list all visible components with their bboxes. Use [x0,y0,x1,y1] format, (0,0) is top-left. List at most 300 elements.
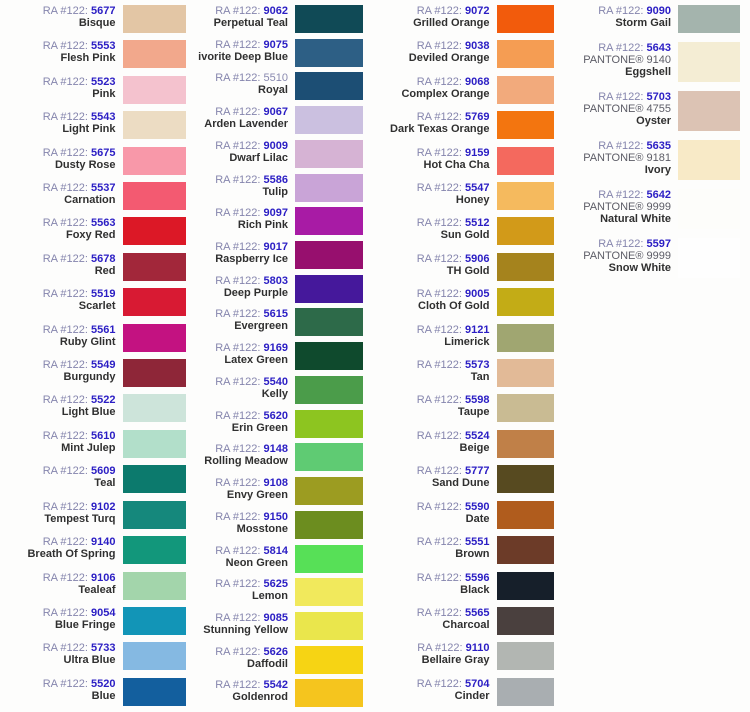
ra-code: 5590 [465,500,490,513]
ra-prefix: RA #122: [215,544,264,557]
color-swatch [123,607,186,635]
code-line [0,430,116,442]
code-line [0,394,116,406]
ra-code: 5586 [263,173,288,186]
color-entry [188,577,364,611]
color-name: Date [465,512,490,525]
code-line [188,308,289,320]
color-name: Evergreen [234,320,288,333]
code-line [0,147,116,159]
ra-prefix: RA #122: [42,606,92,619]
color-name: Cinder [454,689,490,702]
color-entry [188,105,364,139]
code-line [0,5,116,17]
ra-code: 5677 [91,5,116,17]
color-swatch [295,106,363,134]
color-swatch [678,189,740,229]
color-swatch [295,342,363,370]
color-name: Black [460,583,490,596]
color-swatch [497,40,554,68]
ra-code: 9108 [263,477,288,490]
code-line [375,40,490,52]
color-name: Charcoal [442,618,490,631]
color-label [375,40,490,64]
ra-prefix: RA #122: [598,5,647,17]
color-name: Light Blue [61,406,116,419]
color-label [0,572,116,596]
color-name: Royal [258,84,288,97]
ra-prefix: RA #122: [215,173,264,186]
ra-prefix: RA #122: [598,91,647,103]
color-entry [0,181,186,216]
code-line [375,76,490,88]
color-label [375,536,490,560]
color-label [375,253,490,277]
color-swatch [295,275,363,303]
color-label [375,76,490,100]
code-line [375,642,490,654]
color-entry [188,206,364,240]
color-name: Foxy Red [65,229,116,242]
color-swatch [678,140,740,180]
color-entry [375,75,554,110]
color-label [188,207,289,231]
color-entry [188,307,364,341]
color-label [188,342,289,366]
color-swatch [123,5,186,33]
color-swatch [497,253,554,281]
color-name: Raspberry Ice [215,253,288,266]
color-entry [188,274,364,308]
color-entry [375,4,554,39]
color-name: Goldenrod [232,691,288,704]
color-swatch [295,5,363,33]
ra-prefix: RA #122: [215,409,264,422]
color-label [375,607,490,631]
code-line [563,140,672,152]
chart-column [188,0,376,712]
color-name: Deviled Orange [408,52,490,65]
code-line [375,359,490,371]
color-entry [563,188,741,237]
code-line [0,217,116,229]
ra-prefix: RA #122: [416,40,466,53]
ra-prefix: RA #122: [417,642,466,655]
code-line [188,39,289,51]
color-entry [375,571,554,606]
ra-code: 5543 [91,111,116,124]
color-label [188,275,289,299]
chart-column [375,0,563,712]
ra-prefix: RA #122: [42,75,92,88]
ra-prefix: RA #122: [416,571,466,584]
ra-code: 5643 [646,42,671,54]
color-label [375,182,490,206]
color-entry [0,571,186,606]
color-label [0,5,116,29]
color-name: Mosstone [236,522,288,535]
code-line [188,410,289,422]
color-swatch [123,501,186,529]
ra-prefix: RA #122: [215,241,264,254]
color-label [0,324,116,348]
ra-code: 5540 [263,375,288,388]
color-name: Blue [91,689,116,702]
code-line [0,501,116,513]
code-line [563,189,672,201]
color-name: Oyster [636,115,671,127]
color-swatch [497,76,554,104]
color-label [0,359,116,383]
pantone-code: PANTONE® 9140 [583,54,671,66]
code-line [0,182,116,194]
ra-prefix: RA #122: [42,677,92,690]
color-name: Tan [470,371,490,384]
color-entry [188,38,364,72]
ra-code: 9062 [263,5,288,17]
code-line [375,182,490,194]
ra-code: 9159 [465,146,490,159]
color-entry [0,216,186,251]
color-label [188,140,289,164]
color-entry [375,500,554,535]
color-entry [375,677,554,712]
ra-code: 5625 [263,578,288,591]
color-entry [0,323,186,358]
color-swatch [497,359,554,387]
color-name: Eggshell [625,66,671,78]
color-swatch [497,217,554,245]
color-label [563,189,672,225]
color-swatch [123,111,186,139]
color-label [375,324,490,348]
ra-code: 5703 [646,91,671,103]
ra-prefix: RA #122: [215,510,264,523]
color-name: Sun Gold [440,229,490,242]
color-name: Dark Texas Orange [390,123,490,136]
color-swatch [295,511,363,539]
ra-code: 5524 [465,429,490,442]
color-swatch [497,324,554,352]
color-entry [563,139,741,188]
ra-prefix: RA #122: [215,308,264,321]
color-swatch [497,394,554,422]
code-line [375,465,490,477]
color-label [0,430,116,454]
color-swatch [295,545,363,573]
ra-code: 5597 [646,238,671,250]
ra-code: 5563 [91,217,116,230]
color-swatch [497,430,554,458]
ra-code: 9102 [91,500,116,513]
code-line [188,679,289,691]
ra-prefix: RA #122: [416,500,466,513]
color-entry [375,464,554,499]
color-entry [0,393,186,428]
ra-code: 9106 [91,571,116,584]
color-entry [188,173,364,207]
code-line [0,642,116,654]
color-name: Taupe [457,406,490,419]
color-label [0,607,116,631]
color-swatch [123,147,186,175]
code-line [188,612,289,624]
ra-prefix: RA #122: [42,642,92,655]
color-swatch [295,39,363,67]
color-name: Complex Orange [401,87,490,100]
color-swatch [295,612,363,640]
ra-prefix: RA #122: [42,111,92,124]
color-label [188,72,289,96]
color-entry [375,358,554,393]
color-label [0,76,116,100]
color-swatch [497,288,554,316]
ra-prefix: RA #122: [598,189,647,201]
ra-prefix: RA #122: [42,288,92,301]
ra-prefix: RA #122: [215,375,264,388]
color-label [188,5,289,29]
ra-prefix: RA #122: [215,5,264,17]
ra-prefix: RA #122: [42,571,92,584]
code-line [375,430,490,442]
code-line [188,545,289,557]
ra-prefix: RA #122: [416,323,466,336]
color-entry [0,464,186,499]
color-entry [375,323,554,358]
color-name: Carnation [64,194,116,207]
ra-code: 5561 [91,323,116,336]
color-entry [0,429,186,464]
code-line [375,5,490,17]
ra-code: 5609 [91,465,116,478]
color-name: Tealeaf [78,583,116,596]
color-name: Lemon [251,590,288,603]
color-name: Grilled Orange [413,17,490,29]
ra-prefix: RA #122: [215,207,264,220]
color-entry [188,510,364,544]
color-label [188,679,289,703]
ra-code: 9090 [646,5,671,17]
color-entry [375,181,554,216]
ra-code: 9169 [263,342,288,355]
ra-code: 9017 [263,241,288,254]
color-swatch [497,678,554,706]
color-name: Ivory [644,164,671,176]
color-name: Tempest Turq [44,512,116,525]
code-line [0,572,116,584]
ra-code: 5596 [465,571,490,584]
color-name: TH Gold [446,264,490,277]
ra-prefix: RA #122: [42,394,92,407]
ra-prefix: RA #122: [416,429,466,442]
color-label [0,253,116,277]
ra-code: 5551 [465,536,490,549]
pantone-code: PANTONE® 9999 [583,250,671,262]
code-line [188,578,289,590]
ra-code: 5626 [263,645,288,658]
color-swatch [295,477,363,505]
ra-code: 5519 [91,288,116,301]
color-name: Pink [92,87,116,100]
color-label [0,111,116,135]
color-entry [188,409,364,443]
color-entry [188,4,364,38]
color-entry [0,110,186,145]
color-entry [375,110,554,145]
color-label [375,430,490,454]
color-swatch [123,217,186,245]
ra-prefix: RA #122: [215,38,264,51]
ra-code: 9038 [465,40,490,53]
color-label [375,501,490,525]
color-swatch [497,501,554,529]
ra-prefix: RA #122: [215,645,264,658]
pantone-code: PANTONE® 9181 [583,152,671,164]
color-entry [0,606,186,641]
color-label [375,678,490,702]
ra-prefix: RA #122: [42,536,92,549]
color-name: Arden Lavender [204,118,288,131]
code-line [188,376,289,388]
ra-code: 9009 [263,139,288,152]
color-label [0,394,116,418]
color-entry [188,678,364,712]
color-name: Bisque [78,17,116,29]
ra-code: 5522 [91,394,116,407]
code-line [188,106,289,118]
color-label [188,376,289,400]
color-entry [0,39,186,74]
color-label [0,147,116,171]
ra-code: 9121 [465,323,490,336]
color-entry [188,611,364,645]
code-line [0,324,116,336]
ra-code: 5598 [465,394,490,407]
ra-code: 9068 [465,75,490,88]
color-name: Scarlet [78,300,116,313]
code-line [375,324,490,336]
color-name: Ruby Glint [59,335,116,348]
code-line [375,253,490,265]
ra-code: 9054 [91,606,116,619]
ra-prefix: RA #122: [598,238,647,250]
ra-prefix: RA #122: [42,252,92,265]
color-entry [188,645,364,679]
color-name: Neon Green [225,556,288,569]
ra-prefix: RA #122: [416,394,466,407]
color-swatch [295,241,363,269]
code-line [375,607,490,619]
pantone-code: PANTONE® 9999 [583,201,671,213]
color-swatch [295,646,363,674]
color-label [188,578,289,602]
color-label [188,612,289,636]
ra-code: 9150 [263,510,288,523]
color-name: Sand Dune [432,477,490,490]
ra-prefix: RA #122: [42,429,92,442]
color-entry [0,677,186,712]
ra-code: 5523 [91,75,116,88]
color-name: Envy Green [226,489,288,502]
ra-prefix: RA #122: [42,182,92,195]
color-entry [188,71,364,105]
color-swatch [295,174,363,202]
color-label [375,5,490,29]
color-name: Flesh Pink [60,52,116,65]
ra-code: 5610 [91,429,116,442]
color-swatch [678,5,740,33]
color-swatch [678,42,740,82]
ra-code: 5510 [263,72,288,85]
color-swatch [497,111,554,139]
color-entry [375,535,554,570]
ra-code: 5906 [465,252,490,265]
color-swatch [295,443,363,471]
color-label [0,182,116,206]
ra-code: 5678 [91,252,116,265]
ra-code: 5512 [465,217,490,230]
code-line [0,76,116,88]
color-swatch [123,642,186,670]
ra-code: 5553 [91,40,116,53]
color-swatch [497,147,554,175]
color-label [375,217,490,241]
color-label [375,394,490,418]
color-label [188,241,289,265]
ra-code: 5733 [91,642,116,655]
ra-code: 5704 [465,677,490,690]
color-swatch [497,607,554,635]
ra-prefix: RA #122: [416,536,466,549]
color-name: Ultra Blue [63,654,116,667]
color-name: Daffodil [247,657,288,670]
color-label [375,465,490,489]
ra-prefix: RA #122: [215,274,264,287]
color-entry [0,252,186,287]
color-label [375,642,490,666]
ra-prefix: RA #122: [215,106,264,119]
color-entry [375,393,554,428]
ra-code: 9067 [263,106,288,119]
code-line [188,443,289,455]
color-entry [563,237,741,286]
ra-prefix: RA #122: [42,5,92,17]
color-swatch [123,678,186,706]
code-line [0,40,116,52]
ra-prefix: RA #122: [416,288,466,301]
ra-code: 5537 [91,182,116,195]
color-swatch [295,207,363,235]
color-entry [0,535,186,570]
color-swatch [123,76,186,104]
color-name: Honey [455,194,490,207]
color-label [375,359,490,383]
color-label [188,545,289,569]
ra-code: 5573 [465,359,490,372]
color-swatch [295,679,363,707]
color-swatch [295,72,363,100]
ra-code: 5620 [263,409,288,422]
code-line [0,288,116,300]
ra-code: 5814 [263,544,288,557]
ra-prefix: RA #122: [42,40,92,53]
code-line [188,72,289,84]
color-swatch [497,465,554,493]
ra-prefix: RA #122: [215,611,264,624]
code-line [563,91,672,103]
color-entry [563,41,741,90]
color-label [188,174,289,198]
